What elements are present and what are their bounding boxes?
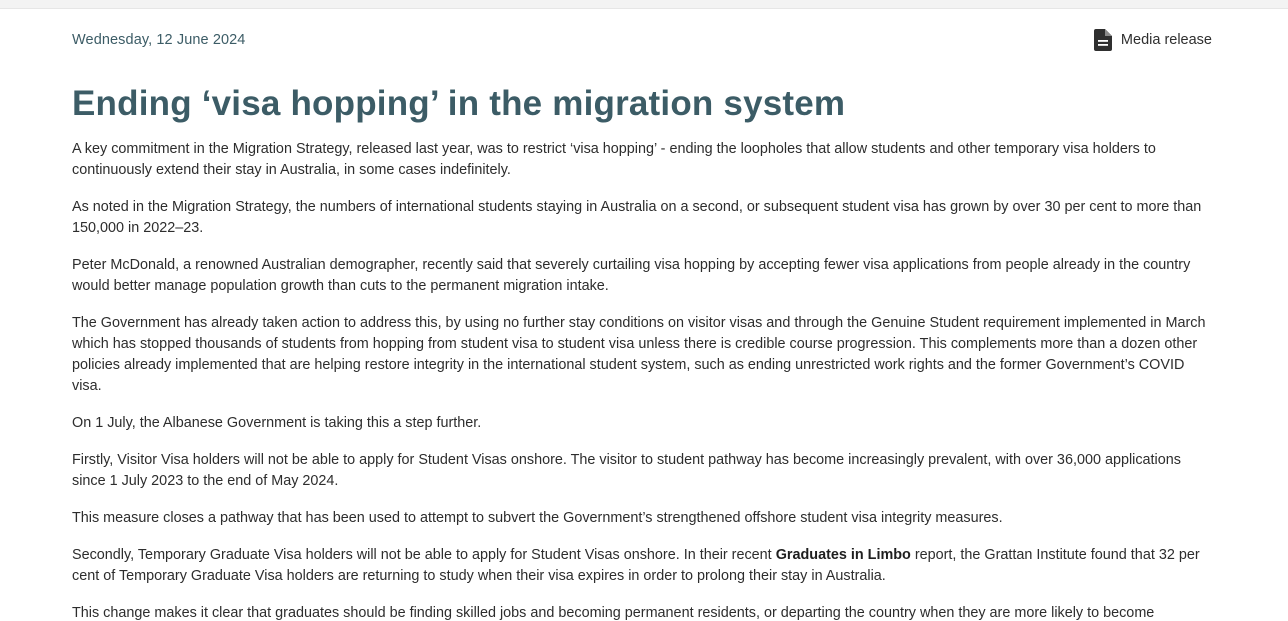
article-body bbox=[72, 139, 1212, 621]
paragraph: Peter McDonald, a renowned Australian demographer, recently said that severely curtailing visa hopping by accepting fewer visa applications from people already in the country would better manage population growth than cuts to the permanent migration intake. bbox=[72, 257, 1191, 294]
paragraph-report bbox=[72, 545, 1212, 587]
paragraph: Firstly, Visitor Visa holders will not be able to apply for Student Visas onshore. The visitor to student pathway has become increasingly prevalent, with over 36,000 applications since 1 July 2023 to the end of May 2024. bbox=[72, 452, 1181, 489]
report-title: Graduates in Limbo bbox=[775, 547, 911, 563]
paragraph: This measure closes a pathway that has been used to attempt to subvert the Government’s strengthened offshore student visa integrity measures. bbox=[72, 510, 1003, 526]
article-meta bbox=[72, 0, 1212, 60]
paragraph: As noted in the Migration Strategy, the numbers of international students staying in Australia on a second, or subsequent student visa has grown by over 30 per cent to more than 150,000 in 2022–23. bbox=[72, 199, 1202, 236]
paragraph-text: Secondly, Temporary Graduate Visa holders will not be able to apply for Student Visas onshore. In their recent bbox=[72, 547, 776, 563]
paragraph: The Government has already taken action to address this, by using no further stay conditions on visitor visas and through the Genuine Student requirement implemented in March which has stopped thousands of students from hopping from student visa to student visa unless there is credible course progression. This complements more than a dozen other policies already implemented that are helping restore integrity in the international student system, such as ending unrestricted work rights and the former Government’s COVID visa. bbox=[72, 315, 1206, 394]
paragraph: A key commitment in the Migration Strategy, released last year, was to restrict ‘visa hopping’ - ending the loopholes that allow students and other temporary visa holders to continuously extend their stay in Australia, in some cases indefinitely. bbox=[72, 141, 1156, 178]
article-container bbox=[72, 0, 1212, 621]
article-title: Ending ‘visa hopping’ in the migration system bbox=[72, 84, 846, 123]
media-type-tag bbox=[1094, 29, 1212, 51]
paragraph: On 1 July, the Albanese Government is taking this a step further. bbox=[72, 415, 482, 431]
document-icon bbox=[1094, 29, 1112, 51]
publish-date: Wednesday, 12 June 2024 bbox=[72, 32, 246, 48]
paragraph: This change makes it clear that graduates should be finding skilled jobs and becoming permanent residents, or departing the country when they are more likely to become bbox=[72, 605, 1155, 621]
media-type-label: Media release bbox=[1120, 32, 1212, 48]
paragraph-text: report, the Grattan Institute found that 32 per cent of Temporary Graduate Visa holders are returning to study when their visa expires in order to prolong their stay in Australia. bbox=[72, 547, 1200, 584]
